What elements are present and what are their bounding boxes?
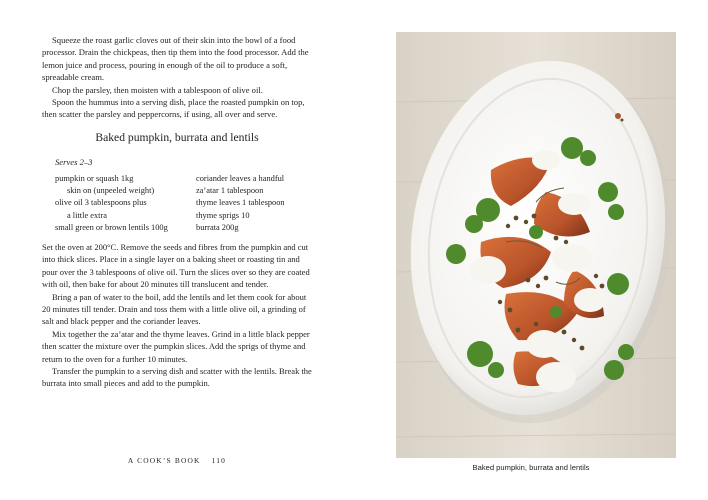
- ingredients-right-column: [196, 173, 316, 234]
- method-paragraph: Mix together the za’atar and the thyme leaves. Grind in a little black pepper then scatter the mixture over the pumpkin slices. Add the sprigs of thyme and return to the oven for a further 10 minutes.: [42, 328, 310, 364]
- ingredient-line: a little extra: [67, 210, 107, 220]
- ingredient-line: small green or brown lentils 100g: [55, 222, 168, 232]
- ingredient-line: skin on (unpeeled weight): [67, 186, 155, 196]
- ingredient-line: burrata 200g: [196, 222, 239, 232]
- ingredient-line: olive oil 3 tablespoons plus: [55, 198, 147, 208]
- photo-caption: Baked pumpkin, burrata and lentils: [472, 463, 590, 472]
- dish-photo: [396, 32, 676, 458]
- running-footer-book-title: A COOK’S BOOK: [127, 456, 201, 465]
- method-paragraph: Bring a pan of water to the boil, add the lentils and let them cook for about 20 minutes till tender. Drain and toss them with a little olive oil, a grinding of salt and black pepper and the coriander leaves.: [42, 291, 307, 327]
- intro-text: [42, 34, 312, 121]
- intro-paragraph: Spoon the hummus into a serving dish, place the roasted pumpkin on top, then scatter the parsley and peppercorns, if using, all over and serve.: [42, 97, 305, 120]
- method-text: [42, 241, 314, 390]
- method-paragraph: Set the oven at 200°C. Remove the seeds and fibres from the pumpkin and cut into thick slices. Place in a single layer on a baking sheet or roasting tin and pour over the 3 tablespoons of olive oil. Turn the slices over so they are coated with oil, then bake for about 20 minutes till translucent and tender.: [42, 242, 310, 290]
- ingredients-left-column: [55, 173, 203, 234]
- dish-photo-illustration: [396, 32, 676, 458]
- recipe-title: Baked pumpkin, burrata and lentils: [95, 131, 259, 144]
- serves-label: Serves 2–3: [55, 157, 93, 167]
- ingredient-line: thyme sprigs 10: [196, 210, 250, 220]
- ingredient-line: pumpkin or squash 1kg: [55, 174, 134, 183]
- method-paragraph: Transfer the pumpkin to a serving dish and scatter with the lentils. Break the burrata into small pieces and add to the pumpkin.: [42, 366, 312, 389]
- page-footer: [0, 456, 354, 465]
- page-number: 110: [211, 456, 227, 465]
- ingredient-line: za’atar 1 tablespoon: [196, 186, 264, 196]
- intro-paragraph: Squeeze the roast garlic cloves out of their skin into the bowl of a food processor. Drain the chickpeas, then tip them into the food processor. Add the lemon juice and process, pouring in enough of the oil to produce a soft, spreadable cream.: [42, 35, 309, 83]
- intro-paragraph: Chop the parsley, then moisten with a tablespoon of olive oil.: [52, 84, 263, 95]
- ingredient-line: coriander leaves a handful: [196, 174, 285, 183]
- ingredient-line: thyme leaves 1 tablespoon: [196, 198, 285, 208]
- right-page: [354, 0, 708, 500]
